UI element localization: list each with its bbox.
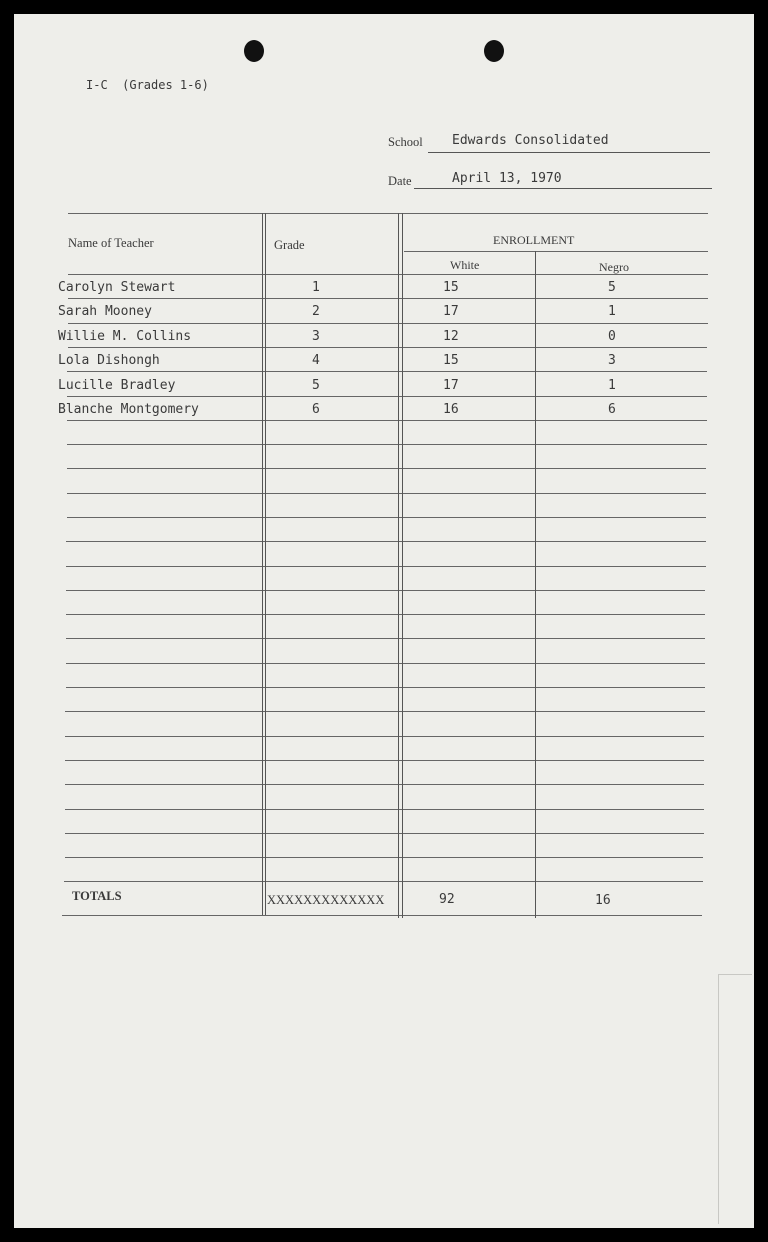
page-edge-mark-top [718, 974, 752, 975]
white-enrollment-cell: 16 [443, 402, 459, 417]
negro-enrollment-cell: 0 [608, 329, 616, 344]
school-label: School [388, 135, 423, 149]
row-line [67, 444, 707, 445]
teacher-name-cell: Carolyn Stewart [58, 280, 176, 295]
grade-cell: 4 [312, 353, 320, 368]
negro-enrollment-cell: 1 [608, 304, 616, 319]
negro-enrollment-cell: 1 [608, 378, 616, 393]
totals-white: 92 [439, 892, 455, 907]
white-enrollment-cell: 17 [443, 378, 459, 393]
row-line [65, 760, 704, 761]
row-line [66, 590, 705, 591]
grade-cell: 3 [312, 329, 320, 344]
totals-grade: XXXXXXXXXXXXX [267, 893, 385, 907]
white-enrollment-cell: 12 [443, 329, 459, 344]
teacher-name-cell: Sarah Mooney [58, 304, 152, 319]
grade-cell: 2 [312, 304, 320, 319]
white-enrollment-cell: 17 [443, 304, 459, 319]
row-line [66, 541, 706, 542]
header-grade: Grade [274, 238, 305, 252]
row-line [68, 347, 707, 348]
header-negro: Negro [599, 260, 629, 274]
enrollment-subheader-line [404, 251, 708, 252]
teacher-name-cell: Lola Dishongh [58, 353, 160, 368]
row-line [66, 663, 705, 664]
totals-label: TOTALS [72, 889, 122, 903]
teacher-name-cell: Lucille Bradley [58, 378, 176, 393]
row-line [68, 323, 708, 324]
header-teacher: Name of Teacher [68, 236, 154, 250]
row-line [66, 614, 705, 615]
teacher-name-cell: Blanche Montgomery [58, 402, 199, 417]
col-divider-white-negro [535, 251, 536, 918]
grade-cell: 6 [312, 402, 320, 417]
totals-top-line [64, 881, 702, 882]
row-line [65, 809, 704, 810]
row-line [65, 833, 704, 834]
negro-enrollment-cell: 6 [608, 402, 616, 417]
row-line [65, 857, 703, 858]
school-underline [428, 152, 710, 153]
row-line [67, 420, 707, 421]
negro-enrollment-cell: 5 [608, 280, 616, 295]
table-top-border [68, 213, 708, 214]
row-line [67, 468, 706, 469]
row-line [65, 784, 704, 785]
punch-hole-right [484, 40, 504, 62]
school-value: Edwards Consolidated [452, 133, 609, 148]
punch-hole-left [244, 40, 264, 62]
totals-negro: 16 [595, 893, 611, 908]
row-line [67, 493, 706, 494]
date-underline [414, 188, 712, 189]
negro-enrollment-cell: 3 [608, 353, 616, 368]
row-line [66, 687, 705, 688]
row-line [68, 298, 708, 299]
col-divider-grade-white-b [402, 213, 403, 918]
form-page [14, 14, 754, 1228]
row-line [67, 396, 707, 397]
row-line [66, 638, 705, 639]
grade-cell: 5 [312, 378, 320, 393]
totals-bottom-line [62, 915, 702, 916]
row-line [66, 566, 706, 567]
col-divider-teacher-grade-a [262, 213, 263, 915]
row-line [67, 371, 707, 372]
col-divider-teacher-grade-b [265, 213, 266, 915]
date-value: April 13, 1970 [452, 171, 562, 186]
date-label: Date [388, 174, 412, 188]
row-line [67, 517, 706, 518]
grade-cell: 1 [312, 280, 320, 295]
header-bottom-line [68, 274, 708, 275]
page-edge-mark [718, 974, 719, 1224]
col-divider-grade-white-a [398, 213, 399, 918]
row-line [65, 736, 704, 737]
row-line [65, 711, 705, 712]
white-enrollment-cell: 15 [443, 280, 459, 295]
teacher-name-cell: Willie M. Collins [58, 329, 192, 344]
form-id: I-C (Grades 1-6) [86, 78, 209, 92]
header-white: White [450, 258, 480, 272]
white-enrollment-cell: 15 [443, 353, 459, 368]
header-enrollment: ENROLLMENT [493, 233, 575, 247]
